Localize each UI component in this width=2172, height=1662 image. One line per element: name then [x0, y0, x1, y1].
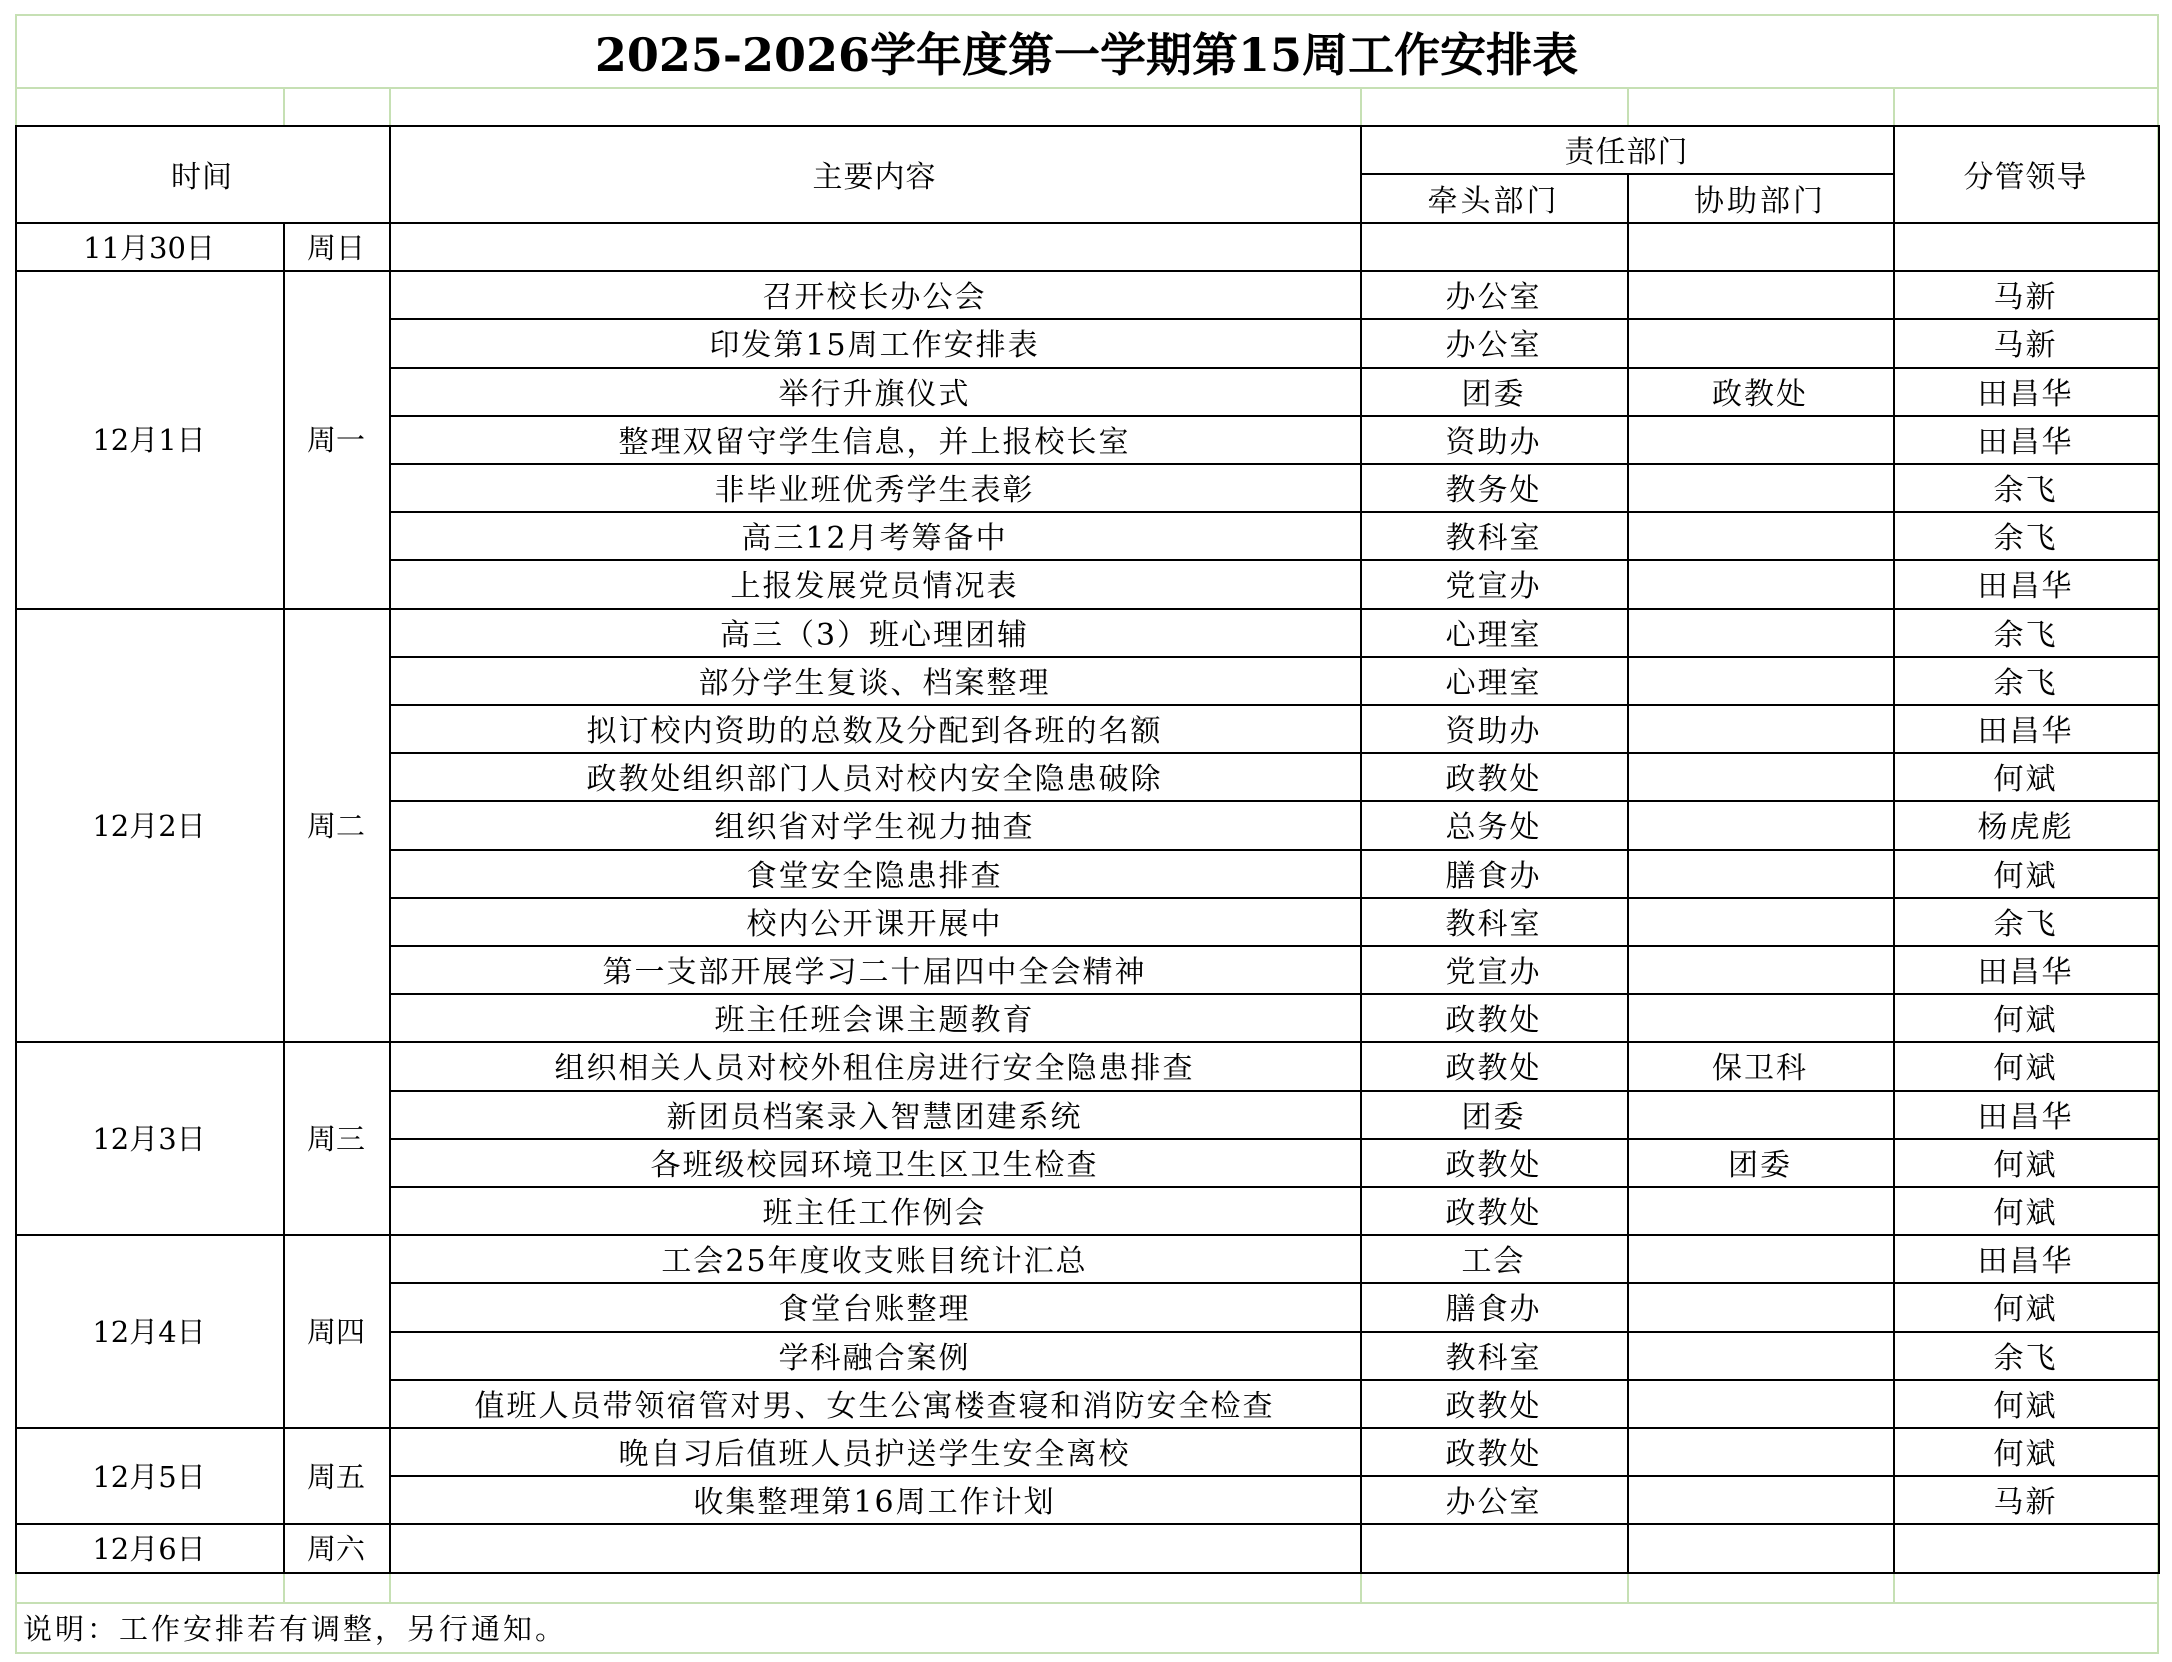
task-lead-dept: 教科室 — [1445, 521, 1542, 557]
header-content: 主要内容 — [812, 159, 937, 195]
task-content: 召开校长办公会 — [762, 280, 987, 316]
task-content: 组织相关人员对校外租住房进行安全隐患排查 — [554, 1051, 1195, 1087]
task-assist-dept — [1627, 608, 1893, 656]
task-content: 学科融合案例 — [778, 1340, 971, 1376]
day-weekday: 周二 — [306, 808, 365, 843]
task-assist-dept — [1627, 270, 1893, 318]
task-leader: 田昌华 — [1977, 955, 2074, 991]
task-assist-dept — [1627, 1331, 1893, 1379]
border-top — [15, 125, 2160, 127]
task-leader: 何斌 — [1993, 1196, 2058, 1232]
task-content: 班主任工作例会 — [762, 1196, 987, 1232]
border-row — [389, 1186, 2158, 1188]
task-assist-dept — [1627, 415, 1893, 463]
header-responsible: 责任部门 — [1564, 135, 1689, 170]
task-lead-dept: 教科室 — [1445, 1340, 1542, 1376]
task-leader: 何斌 — [1993, 1437, 2058, 1473]
border-day-bottom — [15, 270, 2160, 272]
task-assist-dept — [1627, 1379, 1893, 1427]
task-leader: 何斌 — [1993, 762, 2058, 798]
border-col — [283, 222, 285, 1572]
day-date: 12月3日 — [92, 1122, 206, 1157]
border-row — [389, 800, 2158, 802]
border-row — [389, 1379, 2158, 1381]
task-assist-dept — [1627, 463, 1893, 511]
gridline-bottom — [15, 1652, 2158, 1654]
task-leader — [1893, 1523, 2158, 1571]
task-content: 工会25年度收支账目统计汇总 — [661, 1244, 1088, 1280]
task-leader: 余飞 — [1993, 521, 2058, 557]
day-weekday: 周四 — [306, 1315, 365, 1350]
border-day-bottom — [15, 1572, 2160, 1574]
task-content: 高三（3）班心理团辅 — [719, 617, 1030, 653]
task-lead-dept: 工会 — [1461, 1244, 1526, 1280]
task-content: 高三12月考筹备中 — [741, 521, 1008, 557]
header-time: 时间 — [171, 159, 233, 195]
task-content: 食堂安全隐患排查 — [746, 858, 1003, 894]
task-leader: 余飞 — [1993, 906, 2058, 942]
border-row — [389, 559, 2158, 561]
day-weekday: 周五 — [306, 1459, 365, 1494]
task-lead-dept: 资助办 — [1445, 714, 1542, 750]
task-lead-dept: 膳食办 — [1445, 858, 1542, 894]
task-lead-dept: 心理室 — [1445, 617, 1542, 653]
task-lead-dept: 团委 — [1461, 376, 1526, 412]
gridline-title-bottom — [15, 87, 2158, 89]
task-lead-dept: 政教处 — [1445, 1388, 1542, 1424]
gridline-col-spacer — [283, 87, 285, 125]
task-assist-dept — [1627, 704, 1893, 752]
task-assist-dept — [1627, 945, 1893, 993]
border-col — [1627, 173, 1629, 1572]
task-assist-dept — [1627, 222, 1893, 270]
border-row — [389, 463, 2158, 465]
border-day-bottom — [15, 1234, 2160, 1236]
task-lead-dept: 政教处 — [1445, 1003, 1542, 1039]
border-row — [389, 318, 2158, 320]
task-leader: 何斌 — [1993, 1388, 2058, 1424]
task-assist-dept — [1627, 1427, 1893, 1475]
border-row — [389, 849, 2158, 851]
border-row — [389, 993, 2158, 995]
task-assist-dept — [1627, 511, 1893, 559]
task-content: 部分学生复谈、档案整理 — [698, 665, 1051, 701]
border-row — [389, 945, 2158, 947]
task-leader: 何斌 — [1993, 1292, 2058, 1328]
border-day-bottom — [15, 1427, 2160, 1429]
task-assist-dept — [1627, 1234, 1893, 1282]
task-assist-dept: 政教处 — [1712, 376, 1808, 412]
task-assist-dept — [1627, 656, 1893, 704]
task-content: 印发第15周工作安排表 — [709, 328, 1040, 364]
task-assist-dept — [1627, 1186, 1893, 1234]
task-lead-dept — [1360, 1523, 1627, 1571]
border-row — [389, 704, 2158, 706]
task-leader: 余飞 — [1993, 617, 2058, 653]
border-day-bottom — [15, 1041, 2160, 1043]
gridline-col-spacer — [1893, 87, 1895, 125]
task-leader: 杨虎彪 — [1977, 810, 2074, 846]
task-leader: 马新 — [1993, 280, 2058, 316]
gridline-col-spacer — [1893, 1572, 1895, 1604]
page-title: 2025-2026学年度第一学期第15周工作安排表 — [594, 27, 1579, 82]
day-date: 11月30日 — [83, 230, 215, 265]
day-weekday: 周三 — [306, 1122, 365, 1157]
gridline-col-spacer — [1627, 1572, 1629, 1604]
border-row — [389, 415, 2158, 417]
task-content: 收集整理第16周工作计划 — [693, 1485, 1056, 1521]
gridline-col-spacer — [1627, 87, 1629, 125]
border-row — [389, 1090, 2158, 1092]
task-assist-dept — [1627, 1475, 1893, 1523]
task-lead-dept — [1360, 222, 1627, 270]
day-weekday: 周六 — [306, 1531, 365, 1566]
task-content: 整理双留守学生信息，并上报校长室 — [618, 424, 1131, 460]
day-weekday: 周日 — [306, 230, 365, 265]
task-content: 非毕业班优秀学生表彰 — [714, 473, 1035, 509]
task-content — [389, 222, 1360, 270]
note-text: 说明：工作安排若有调整，另行通知。 — [23, 1612, 568, 1647]
border-row — [389, 1282, 2158, 1284]
task-leader: 何斌 — [1993, 1051, 2058, 1087]
task-leader: 何斌 — [1993, 858, 2058, 894]
task-lead-dept: 团委 — [1461, 1099, 1526, 1135]
border-row — [389, 511, 2158, 513]
task-leader: 何斌 — [1993, 1003, 2058, 1039]
task-leader: 田昌华 — [1977, 424, 2074, 460]
task-content: 食堂台账整理 — [778, 1292, 971, 1328]
task-leader — [1893, 222, 2158, 270]
task-assist-dept — [1627, 752, 1893, 800]
task-assist-dept — [1627, 897, 1893, 945]
task-lead-dept: 政教处 — [1445, 1147, 1542, 1183]
task-leader: 马新 — [1993, 1485, 2058, 1521]
task-assist-dept — [1627, 1282, 1893, 1330]
task-content: 上报发展党员情况表 — [730, 569, 1019, 605]
day-date: 12月4日 — [92, 1315, 206, 1350]
task-assist-dept — [1627, 993, 1893, 1041]
border-row — [389, 1331, 2158, 1333]
border-row — [389, 1138, 2158, 1140]
task-content: 政教处组织部门人员对校内安全隐患破除 — [586, 762, 1163, 798]
task-leader: 田昌华 — [1977, 1244, 2074, 1280]
border-row — [389, 367, 2158, 369]
task-content: 举行升旗仪式 — [778, 376, 971, 412]
task-lead-dept: 膳食办 — [1445, 1292, 1542, 1328]
border-row — [389, 1475, 2158, 1477]
gridline-col-spacer — [283, 1572, 285, 1604]
task-content: 值班人员带领宿管对男、女生公寓楼查寝和消防安全检查 — [474, 1388, 1275, 1424]
border-row — [389, 752, 2158, 754]
border-row — [389, 897, 2158, 899]
task-lead-dept: 党宣办 — [1445, 569, 1542, 605]
header-lead-dept: 牵头部门 — [1427, 183, 1560, 219]
border-header-bottom — [15, 222, 2160, 224]
task-content: 校内公开课开展中 — [746, 906, 1003, 942]
task-lead-dept: 政教处 — [1445, 1196, 1542, 1232]
task-lead-dept: 资助办 — [1445, 424, 1542, 460]
header-leader: 分管领导 — [1963, 159, 2088, 195]
task-content: 晚自习后值班人员护送学生安全离校 — [618, 1437, 1131, 1473]
task-assist-dept — [1627, 1523, 1893, 1571]
task-lead-dept: 党宣办 — [1445, 955, 1542, 991]
border-right — [2158, 125, 2160, 1574]
task-lead-dept: 办公室 — [1445, 328, 1542, 364]
task-content: 拟订校内资助的总数及分配到各班的名额 — [586, 714, 1163, 750]
task-leader: 田昌华 — [1977, 376, 2074, 412]
task-content: 班主任班会课主题教育 — [714, 1003, 1035, 1039]
day-date: 12月1日 — [92, 423, 206, 458]
task-lead-dept: 办公室 — [1445, 280, 1542, 316]
task-assist-dept — [1627, 318, 1893, 366]
task-leader: 田昌华 — [1977, 714, 2074, 750]
task-leader: 余飞 — [1993, 473, 2058, 509]
task-content — [389, 1523, 1360, 1571]
task-assist-dept: 保卫科 — [1712, 1051, 1808, 1087]
task-content: 组织省对学生视力抽查 — [714, 810, 1035, 846]
task-content: 各班级校园环境卫生区卫生检查 — [650, 1147, 1099, 1183]
task-leader: 马新 — [1993, 328, 2058, 364]
task-lead-dept: 教务处 — [1445, 473, 1542, 509]
day-date: 12月2日 — [92, 808, 206, 843]
task-assist-dept — [1627, 849, 1893, 897]
day-weekday: 周一 — [306, 423, 365, 458]
gridline-col-spacer — [389, 1572, 391, 1604]
gridline-col-spacer — [389, 87, 391, 125]
border-day-bottom — [15, 1523, 2160, 1525]
task-lead-dept: 办公室 — [1445, 1485, 1542, 1521]
task-leader: 余飞 — [1993, 1340, 2058, 1376]
task-lead-dept: 教科室 — [1445, 906, 1542, 942]
task-lead-dept: 政教处 — [1445, 1437, 1542, 1473]
header-assist-dept: 协助部门 — [1694, 183, 1826, 219]
gridline-col-spacer — [1360, 87, 1362, 125]
task-leader: 田昌华 — [1977, 1099, 2074, 1135]
day-date: 12月5日 — [92, 1459, 206, 1494]
task-leader: 余飞 — [1993, 665, 2058, 701]
gridline-col-spacer — [1360, 1572, 1362, 1604]
border-left — [15, 125, 17, 1574]
border-row — [389, 656, 2158, 658]
task-assist-dept — [1627, 559, 1893, 607]
border-day-bottom — [15, 608, 2160, 610]
task-lead-dept: 政教处 — [1445, 1051, 1542, 1087]
day-date: 12月6日 — [92, 1531, 206, 1566]
task-content: 新团员档案录入智慧团建系统 — [666, 1099, 1083, 1135]
task-lead-dept: 政教处 — [1445, 762, 1542, 798]
task-assist-dept — [1627, 1090, 1893, 1138]
task-assist-dept — [1627, 800, 1893, 848]
task-lead-dept: 总务处 — [1445, 810, 1542, 846]
task-leader: 田昌华 — [1977, 569, 2074, 605]
task-assist-dept: 团委 — [1728, 1147, 1792, 1183]
task-content: 第一支部开展学习二十届四中全会精神 — [602, 955, 1147, 991]
task-leader: 何斌 — [1993, 1147, 2058, 1183]
task-lead-dept: 心理室 — [1445, 665, 1542, 701]
